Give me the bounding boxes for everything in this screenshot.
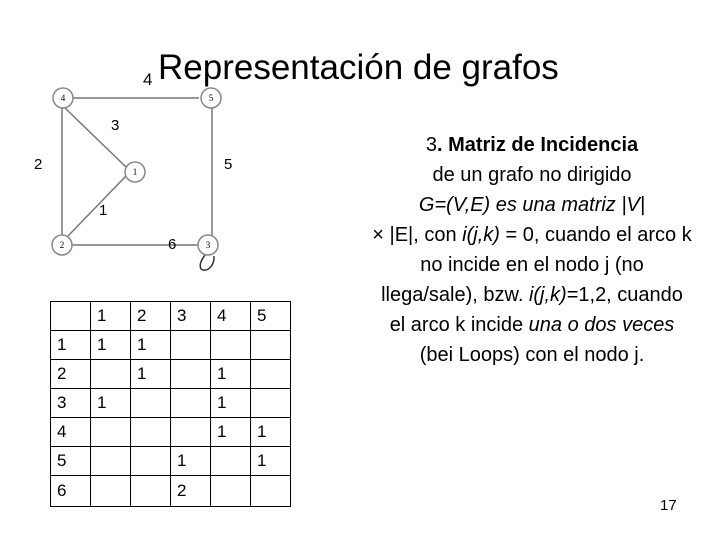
definition-heading: 3. Matriz de Incidencia <box>425 134 639 156</box>
matrix-row <box>51 447 291 476</box>
matrix-cell <box>251 360 291 389</box>
matrix-cell <box>251 389 291 418</box>
page-title: Representación de grafos <box>158 48 559 87</box>
edge-label-5: 5 <box>224 156 233 173</box>
matrix-cell <box>171 418 211 447</box>
matrix-cell: 1 <box>171 447 211 476</box>
matrix-cell <box>211 447 251 476</box>
incidence-matrix <box>50 301 291 507</box>
matrix-row-label: 1 <box>51 331 91 360</box>
matrix-row <box>51 360 291 389</box>
matrix-cell: 2 <box>171 476 211 507</box>
matrix-cell <box>211 476 251 507</box>
matrix-cell <box>171 389 211 418</box>
node-1 <box>125 162 145 182</box>
svg-text:4: 4 <box>60 93 66 103</box>
matrix-cell: 1 <box>131 360 171 389</box>
matrix-cell: 1 <box>251 447 291 476</box>
matrix-row-label: 4 <box>51 418 91 447</box>
node-3 <box>198 235 218 255</box>
matrix-cell <box>171 331 211 360</box>
svg-text:5: 5 <box>208 93 214 103</box>
matrix-cell: 1 <box>91 389 131 418</box>
page-number: 17 <box>660 497 677 514</box>
matrix-header-cell: 5 <box>251 302 291 331</box>
matrix-row <box>51 418 291 447</box>
node-5 <box>201 88 221 108</box>
matrix-row-label: 5 <box>51 447 91 476</box>
svg-text:1: 1 <box>132 167 138 177</box>
matrix-cell <box>251 476 291 507</box>
matrix-header-cell: 4 <box>211 302 251 331</box>
matrix-cell <box>91 447 131 476</box>
matrix-cell <box>91 418 131 447</box>
loop-edge <box>200 255 214 270</box>
node-4 <box>53 88 73 108</box>
matrix-row-label: 3 <box>51 389 91 418</box>
matrix-row-label: 2 <box>51 360 91 389</box>
matrix-header-cell: 3 <box>171 302 211 331</box>
matrix-header-row <box>51 302 291 331</box>
svg-text:2: 2 <box>59 240 65 250</box>
matrix-cell: 1 <box>211 418 251 447</box>
node-2 <box>52 235 72 255</box>
edge-label-2: 2 <box>34 156 43 173</box>
matrix-cell <box>131 389 171 418</box>
matrix-cell <box>251 331 291 360</box>
edge-1 <box>68 176 126 236</box>
matrix-row <box>51 476 291 507</box>
matrix-cell: 1 <box>251 418 291 447</box>
edge-label-1: 1 <box>99 202 108 219</box>
edge-label-3: 3 <box>111 117 120 134</box>
definition-text <box>372 130 692 370</box>
edge-label-6: 6 <box>168 236 177 253</box>
definition-body: de un grafo no dirigido G=(V,E) es una matriz |V| × |E|, con i(j,k) = 0, cuando el arco k no incide en el nodo j (no llega/sale), bzw. i(j,k)=1,2, cuando el arco k incide una o dos veces (bei Loops) con el nodo j. <box>372 164 692 366</box>
matrix-cell <box>171 360 211 389</box>
matrix-cell: 1 <box>131 331 171 360</box>
matrix-cell <box>131 476 171 507</box>
matrix-cell <box>131 447 171 476</box>
matrix-header-cell: 2 <box>131 302 171 331</box>
matrix-corner <box>51 302 91 331</box>
matrix-cell: 1 <box>211 360 251 389</box>
matrix-cell <box>91 476 131 507</box>
matrix-cell: 1 <box>211 389 251 418</box>
matrix-cell <box>211 331 251 360</box>
title-subscript: 4 <box>143 70 153 89</box>
svg-text:3: 3 <box>205 240 211 250</box>
matrix-row <box>51 389 291 418</box>
matrix-cell <box>131 418 171 447</box>
matrix-header-cell: 1 <box>91 302 131 331</box>
matrix-row-label: 6 <box>51 476 91 507</box>
matrix-cell <box>91 360 131 389</box>
matrix-cell: 1 <box>91 331 131 360</box>
matrix-row <box>51 331 291 360</box>
